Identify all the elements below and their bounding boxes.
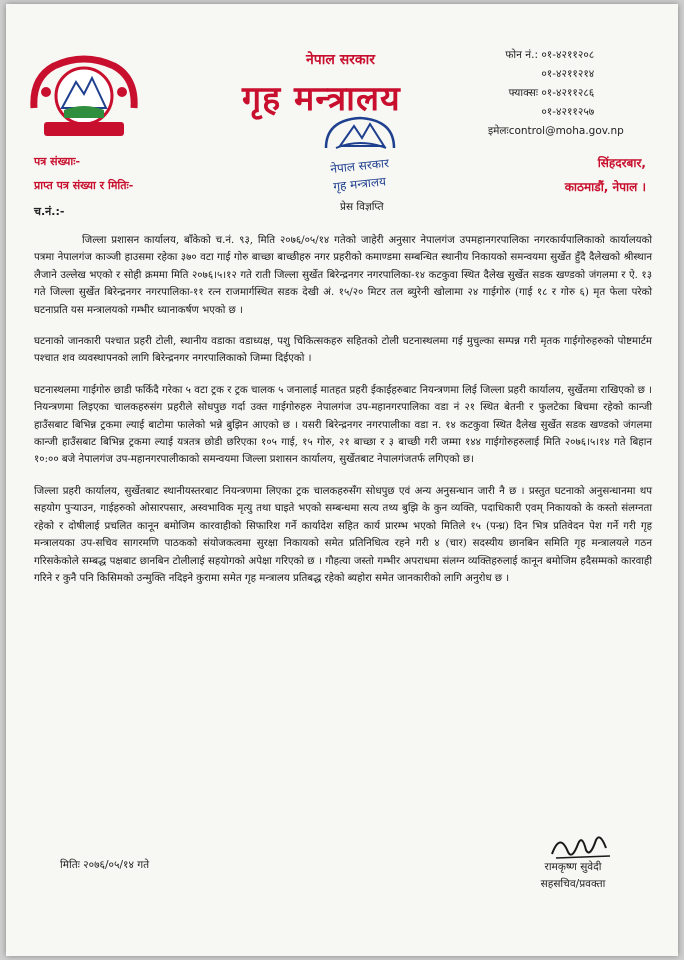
fax-1: ०१-४२११२८६: [541, 87, 595, 99]
signer-title: सहसचिव/प्रवक्ता: [540, 878, 606, 890]
press-release-heading: प्रेस विज्ञप्ति: [340, 201, 384, 213]
location-line-1: सिंहदरबार,: [597, 156, 646, 170]
location-line-2: काठमाडौं, नेपाल ।: [564, 180, 646, 194]
email-label: इमेलः: [488, 125, 509, 137]
paragraph-3: घटनास्थलमा गाईगोरु छाडी फर्किदै गरेका ५ वटा ट्रक र ट्रक चालक ५ जनालाई मातहत प्रहरी ईकाईहरुबाट नियन्त्रणमा लिई जिल्ला प्रहरी कार्यालय, सुर्खेतमा राखिएको छ । नियन्त्रणमा लिइएका चालकहरुसंग प्रहरीले सोधपुछ गर्दा उक्त गाईगोरुहरु नेपालगंज उप-महानगरपालिका वडा नं २१ स्थित बेतनी र फुलटेका बिचमा रहेको कान्जी हाउँसबाट बिभिन्न ट्रकमा ल्याई बाटोमा फालेको भन्ने बुझिन आएको छ । यसरी बिरेन्द्रनगर नगरपालीका वडा न. १४ कटकुवा स्थित दैलेख सुर्खेत सडक खण्डको जंगलमा कान्जी हाउँसबाट बिभिन्न ट्रकमा ल्याई यत्रतत्र छोडी छरिएका १०५ गाई, १५ गोरु, २१ बाच्छा र ३ बाच्छी गरी जम्मा १४४ गाईगोरुहरुलाई मिति २०७६।५।१४ गते बिहान १०:०० बजे नेपालगंज उप-महानगरपालीकाको समन्वयमा जिल्ला प्रशासन कार्यालय, सुर्खेतबाट नेपालगंजतर्फ लगिएको छ।: [34, 384, 653, 466]
signer-block: [518, 860, 628, 894]
signer-name: रामकृष्ण सुवेदी: [544, 861, 602, 873]
nepal-emblem-icon: [24, 48, 144, 148]
fax-2: ०१-४२११२५७: [541, 106, 595, 118]
email-address: control@moha.gov.np: [508, 125, 624, 137]
government-name: नेपाल सरकार: [306, 52, 376, 68]
ministry-seal-stamp: [308, 108, 412, 204]
phone-2: ०१-४२११२१४: [541, 68, 595, 80]
letter-number-label: पत्र संख्याः-: [34, 155, 81, 168]
received-letter-label: प्राप्त पत्र संख्या र मितिः-: [34, 179, 134, 192]
issue-date: मितिः २०७६/०५/१४ गते: [60, 859, 150, 871]
seal-line-1: नेपाल सरकार: [329, 155, 390, 177]
phone-label: फोन नं.:: [505, 49, 538, 61]
contact-block: [488, 48, 624, 143]
press-release-page: [6, 4, 678, 956]
paragraph-1: जिल्ला प्रशासन कार्यालय, बाँकेको च.नं. ९३, मिति २०७६/०५/१४ गतेको जाहेरी अनुसार नेपालगंज उपमहानगरपालिका नगरकार्यपालिकाको कार्यालयको पत्रमा नेपालगंज काञ्जी हाउसमा रहेका ३७० वटा गाई गोरु बाच्छा बाच्छीहरु नगर प्रहरीको कमाण्डमा सम्बन्धित स्थानीय निकायको समन्वयमा सुर्खेत हुँदै दैलेखको श्रीस्थान लैजाने उल्लेख भएको र सोही क्रममा मिति २०७६।५।१२ गते राती जिल्ला सुर्खेत बिरेन्द्रनगर नगरपालिका-१४ कटकुवा स्थित दैलेख सुर्खेत सडक खण्डको जंगलमा र ऐ. १३ गते जिल्ला सुर्खेत बिरेन्द्रनगर नगरपालिका-११ रत्न राजमार्गस्थित सडक देखी अं. १५/२० मिटर तल ब्युरेनी खोलामा २४ गाईगोरु (गाई १८ र गोरु ६) मृत फेला परेको घटनाप्रति यस मन्त्रालयको गम्भीर ध्यानाकर्षण भएको छ ।: [34, 235, 652, 316]
paragraph-2: घटनाको जानकारी पश्चात प्रहरी टोली, स्थानीय वडाका वडाध्यक्ष, पशु चिकित्सकहरु सहितको टोली घटनास्थलमा गई मुचुल्का सम्पन्न गरी मृतक गाईगोरुहरुको पोष्टमार्टम पश्चात शव व्यवस्थापनको लागि बिरेन्द्रनगर नगरपालिकाको जिम्मा दिईएको ।: [34, 336, 652, 365]
phone-1: ०१-४२११२०८: [541, 49, 595, 61]
paragraph-4: जिल्ला प्रहरी कार्यालय, सुर्खेतबाट स्थानीयस्तरबाट नियन्त्रणमा लिएका ट्रक चालकहरुसँग सोधपुछ एवं अन्य अनुसन्धान जारी नै छ । प्रस्तुत घटनाको अनुसन्धानमा थप सहयोग पुऱ्याउन, गाईहरुको ओसारपसार, अस्वभाविक मृत्यु तथा घाइते भएको सम्बन्धमा सत्य तथ्य बुझि के कुन व्यक्ति, पदाधिकारी एवम् निकायको के कस्तो संलग्नता रहेको र दोषीलाई प्रचलित कानून बमोजिम कारवाहीको सिफारिश गर्ने कार्यादेश सहित कार्य प्रारम्भ भएको मितिले १५ (पन्ध्र) दिन भित्र प्रतिवेदन पेश गर्ने गरी गृह मन्त्रालयका उप-सचिव सागरमणि पाठकको संयोजकत्वमा सुरक्षा निकायको समेत प्रतिनिधित्व रहने गरी ४ (चार) सदस्यीय छानबिन समिति गृह मन्त्रालयले गठन गरिसकेकोले सम्बद्ध पक्षबाट छानबिन टोलीलाई सहयोगको अपेक्षा गरिएको छ । गौहत्या जस्तो गम्भीर अपराधमा संलग्न व्यक्तिहरुलाई कानून बमोजिम हदैसम्मको कारवाही गरिने र कुनै पनि किसिमको उन्मुक्ति नदिइने कुरामा समेत गृह मन्त्रालय प्रतिबद्ध रहेको ब्यहोरा समेत जानकारीको लागि अनुरोध छ ।: [34, 485, 652, 584]
seal-line-2: गृह मन्त्रालय: [332, 174, 387, 194]
ministry-name: गृह मन्त्रालय: [242, 79, 401, 119]
dispatch-number-label: च.नं.:-: [34, 205, 65, 218]
fax-label: फ्याक्सः: [508, 87, 538, 99]
press-release-body: [34, 232, 652, 601]
